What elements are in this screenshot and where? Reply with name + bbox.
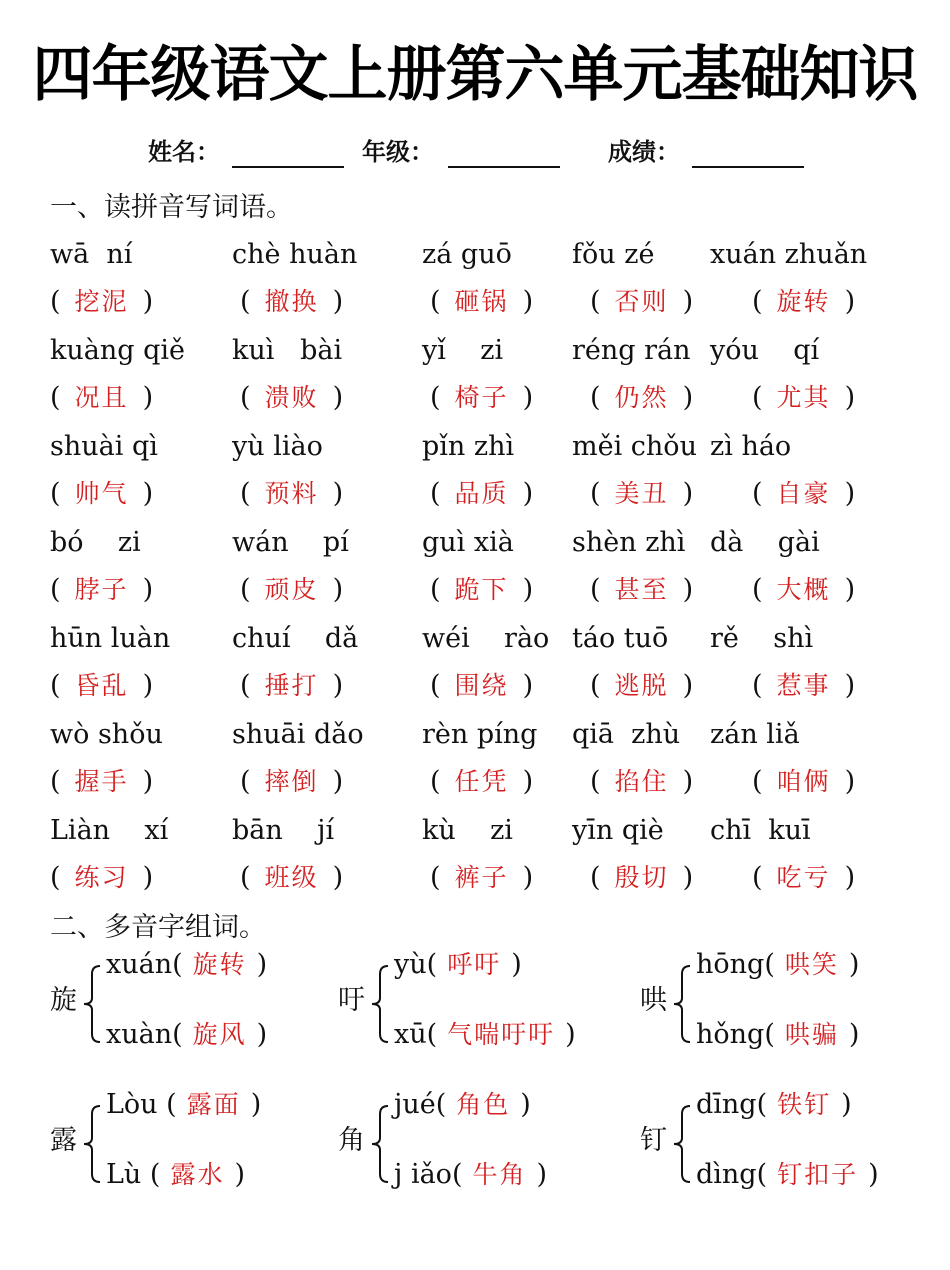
handwritten-answer: 大概 (776, 575, 831, 604)
open-paren: ( (50, 478, 61, 509)
handwritten-answer: 掐住 (614, 767, 669, 796)
handwritten-answer: 预料 (264, 479, 319, 508)
handwritten-answer: 任凭 (454, 767, 509, 796)
polyphone-char: 哄 (640, 985, 667, 1016)
polyphone-reading[interactable] (106, 1018, 267, 1052)
answer-blank[interactable] (590, 282, 693, 322)
pinyin-cell: yù liào (232, 431, 323, 462)
close-paren: ) (536, 1159, 548, 1190)
pinyin-cell: wéi rào (422, 623, 550, 654)
page-title: 四年级语文上册第六单元基础知识 (32, 40, 918, 110)
close-paren: ) (844, 862, 856, 893)
answer-blank[interactable] (430, 666, 533, 706)
answer-blank[interactable] (240, 378, 343, 418)
answer-blank[interactable] (752, 666, 855, 706)
open-paren: ( (50, 286, 61, 317)
polyphone-group (338, 1088, 618, 1198)
polyphone-reading[interactable] (696, 1018, 859, 1052)
close-paren: ) (682, 286, 694, 317)
open-paren: ( (752, 766, 763, 797)
open-paren: ( (240, 766, 251, 797)
close-paren: ) (848, 949, 860, 980)
close-paren: ) (565, 1019, 576, 1050)
pinyin-cell: shuāi dǎo (232, 719, 364, 750)
handwritten-answer: 尤其 (776, 383, 831, 412)
answer-blank[interactable] (240, 762, 343, 802)
reading-pinyin: j iǎo( (394, 1159, 463, 1190)
pinyin-cell: shuài qì (50, 431, 158, 462)
answer-blank[interactable] (50, 378, 153, 418)
answer-blank[interactable] (50, 666, 153, 706)
close-paren: ) (522, 670, 534, 701)
polyphone-reading[interactable] (106, 948, 267, 982)
answer-blank[interactable] (240, 474, 343, 514)
close-paren: ) (844, 766, 856, 797)
open-paren: ( (240, 478, 251, 509)
answer-blank[interactable] (752, 282, 855, 322)
pinyin-cell: yóu qí (710, 335, 820, 366)
answer-blank[interactable] (590, 762, 693, 802)
close-paren: ) (520, 1089, 531, 1120)
reading-pinyin: jué( (394, 1089, 447, 1120)
polyphone-char: 露 (50, 1125, 77, 1156)
handwritten-answer: 哄笑 (784, 950, 839, 979)
handwritten-answer: 惹事 (776, 671, 831, 700)
answer-blank[interactable] (752, 474, 855, 514)
handwritten-answer: 美丑 (614, 479, 669, 508)
pinyin-cell: shèn zhì (572, 527, 686, 558)
polyphone-reading[interactable] (696, 948, 859, 982)
close-paren: ) (142, 478, 154, 509)
open-paren: ( (50, 574, 61, 605)
pinyin-cell: dà gài (710, 527, 820, 558)
handwritten-answer: 撤换 (264, 287, 319, 316)
reading-pinyin: xū( (394, 1019, 438, 1050)
handwritten-answer: 露面 (186, 1090, 241, 1119)
handwritten-answer: 班级 (264, 863, 319, 892)
handwritten-answer: 气喘吁吁 (447, 1020, 556, 1049)
answer-blank[interactable] (50, 570, 153, 610)
pinyin-cell: hūn luàn (50, 623, 171, 654)
handwritten-answer: 仍然 (614, 383, 669, 412)
close-paren: ) (332, 478, 344, 509)
reading-pinyin: dìng( (696, 1159, 768, 1190)
pinyin-cell: xuán zhuǎn (710, 239, 868, 270)
brace-icon (366, 1092, 392, 1192)
handwritten-answer: 吃亏 (776, 863, 831, 892)
answer-blank[interactable] (590, 378, 693, 418)
polyphone-char: 旋 (50, 985, 77, 1016)
pinyin-cell: wán pí (232, 527, 349, 558)
reading-pinyin: hǒng( (696, 1019, 775, 1050)
answer-blank[interactable] (50, 282, 153, 322)
answer-blank[interactable] (50, 858, 153, 898)
handwritten-answer: 摔倒 (264, 767, 319, 796)
pinyin-cell: zán liǎ (710, 719, 800, 750)
handwritten-answer: 露水 (170, 1160, 225, 1189)
open-paren: ( (590, 574, 601, 605)
pinyin-cell: guì xià (422, 527, 514, 558)
close-paren: ) (682, 382, 694, 413)
reading-pinyin: hōng( (696, 949, 775, 980)
pinyin-cell: wò shǒu (50, 719, 163, 750)
reading-pinyin: xuàn( (106, 1019, 183, 1050)
polyphone-group (640, 948, 920, 1058)
handwritten-answer: 顽皮 (264, 575, 319, 604)
answer-blank[interactable] (240, 666, 343, 706)
close-paren: ) (142, 286, 154, 317)
pinyin-cell: kuì bài (232, 335, 343, 366)
close-paren: ) (256, 1019, 268, 1050)
pinyin-cell: chī kuī (710, 815, 811, 846)
open-paren: ( (752, 286, 763, 317)
close-paren: ) (142, 574, 154, 605)
polyphone-char: 钉 (640, 1125, 667, 1156)
open-paren: ( (590, 382, 601, 413)
handwritten-answer: 否则 (614, 287, 669, 316)
pinyin-cell: kuàng qiě (50, 335, 185, 366)
handwritten-answer: 溃败 (264, 383, 319, 412)
close-paren: ) (844, 670, 856, 701)
close-paren: ) (844, 286, 856, 317)
close-paren: ) (332, 862, 344, 893)
close-paren: ) (234, 1159, 245, 1190)
pinyin-cell: wā ní (50, 239, 133, 270)
handwritten-answer: 裤子 (454, 863, 509, 892)
pinyin-cell: chuí dǎ (232, 623, 359, 654)
pinyin-cell: chè huàn (232, 239, 358, 270)
answer-blank[interactable] (430, 570, 533, 610)
pinyin-cell: yǐ zi (422, 335, 504, 366)
polyphone-reading[interactable] (394, 1158, 547, 1192)
reading-pinyin: yù( (394, 949, 438, 980)
open-paren: ( (590, 286, 601, 317)
answer-blank[interactable] (752, 858, 855, 898)
open-paren: ( (590, 670, 601, 701)
open-paren: ( (752, 670, 763, 701)
polyphone-reading[interactable] (696, 1158, 879, 1192)
open-paren: ( (430, 670, 441, 701)
close-paren: ) (522, 862, 534, 893)
polyphone-char: 吁 (338, 985, 365, 1016)
reading-pinyin: xuán( (106, 949, 183, 980)
handwritten-answer: 咱俩 (776, 767, 831, 796)
pinyin-cell: fǒu zé (572, 239, 655, 270)
handwritten-answer: 自豪 (776, 479, 831, 508)
handwritten-answer: 围绕 (454, 671, 509, 700)
handwritten-answer: 练习 (74, 863, 129, 892)
handwritten-answer: 握手 (74, 767, 129, 796)
close-paren: ) (142, 670, 154, 701)
close-paren: ) (522, 574, 534, 605)
handwritten-answer: 哄骗 (784, 1020, 839, 1049)
close-paren: ) (682, 670, 694, 701)
polyphone-reading[interactable] (394, 1018, 576, 1052)
open-paren: ( (50, 862, 61, 893)
handwritten-answer: 帅气 (74, 479, 129, 508)
handwritten-answer: 昏乱 (74, 671, 129, 700)
pinyin-cell: kù zi (422, 815, 513, 846)
close-paren: ) (868, 1159, 879, 1190)
pinyin-cell: zá guō (422, 239, 512, 270)
open-paren: ( (50, 670, 61, 701)
pinyin-cell: yīn qiè (572, 815, 664, 846)
open-paren: ( (590, 862, 601, 893)
answer-blank[interactable] (240, 858, 343, 898)
answer-blank[interactable] (50, 474, 153, 514)
close-paren: ) (522, 478, 534, 509)
answer-blank[interactable] (430, 378, 533, 418)
handwritten-answer: 品质 (454, 479, 509, 508)
pinyin-cell: bó zi (50, 527, 141, 558)
pinyin-cell: rèn píng (422, 719, 538, 750)
polyphone-reading[interactable] (696, 1088, 852, 1122)
brace-icon (78, 952, 104, 1052)
open-paren: ( (430, 862, 441, 893)
handwritten-answer: 椅子 (454, 383, 509, 412)
handwritten-answer: 逃脱 (614, 671, 669, 700)
close-paren: ) (682, 766, 694, 797)
handwritten-answer: 砸锅 (454, 287, 509, 316)
answer-blank[interactable] (50, 762, 153, 802)
close-paren: ) (142, 382, 154, 413)
name-label: 姓名： (148, 137, 220, 166)
answer-blank[interactable] (430, 474, 533, 514)
handwritten-answer: 殷切 (614, 863, 669, 892)
handwritten-answer: 钉扣子 (777, 1160, 859, 1189)
open-paren: ( (240, 862, 251, 893)
handwritten-answer: 脖子 (74, 575, 129, 604)
handwritten-answer: 牛角 (472, 1160, 527, 1189)
pinyin-cell: pǐn zhì (422, 431, 515, 462)
close-paren: ) (841, 1089, 852, 1120)
open-paren: ( (240, 286, 251, 317)
handwritten-answer: 捶打 (264, 671, 319, 700)
polyphone-reading[interactable] (106, 1088, 261, 1122)
answer-blank[interactable] (752, 378, 855, 418)
answer-blank[interactable] (430, 762, 533, 802)
close-paren: ) (142, 862, 154, 893)
close-paren: ) (332, 670, 344, 701)
close-paren: ) (682, 574, 694, 605)
answer-blank[interactable] (590, 570, 693, 610)
handwritten-answer: 旋转 (776, 287, 831, 316)
polyphone-group (640, 1088, 920, 1198)
open-paren: ( (752, 574, 763, 605)
close-paren: ) (522, 286, 534, 317)
polyphone-reading[interactable] (394, 1088, 531, 1122)
close-paren: ) (844, 478, 856, 509)
handwritten-answer: 铁钉 (777, 1090, 832, 1119)
pinyin-cell: qiā zhù (572, 719, 681, 750)
open-paren: ( (752, 862, 763, 893)
answer-blank[interactable] (752, 762, 855, 802)
section2-heading: 二、多音字组词。 (50, 912, 266, 943)
section1-heading: 一、读拼音写词语。 (50, 192, 293, 223)
grade-label: 年级： (362, 137, 434, 166)
close-paren: ) (522, 382, 534, 413)
answer-blank[interactable] (752, 570, 855, 610)
handwritten-answer: 旋转 (192, 950, 247, 979)
close-paren: ) (682, 478, 694, 509)
close-paren: ) (511, 949, 522, 980)
reading-pinyin: Lù ( (106, 1159, 161, 1190)
open-paren: ( (752, 478, 763, 509)
answer-blank[interactable] (590, 858, 693, 898)
score-label: 成绩： (608, 137, 680, 166)
open-paren: ( (752, 382, 763, 413)
open-paren: ( (50, 382, 61, 413)
open-paren: ( (240, 670, 251, 701)
polyphone-char: 角 (338, 1125, 365, 1156)
open-paren: ( (240, 382, 251, 413)
handwritten-answer: 挖泥 (74, 287, 129, 316)
polyphone-group (338, 948, 618, 1058)
pinyin-cell: táo tuō (572, 623, 669, 654)
handwritten-answer: 甚至 (614, 575, 669, 604)
open-paren: ( (430, 478, 441, 509)
brace-icon (668, 1092, 694, 1192)
close-paren: ) (844, 382, 856, 413)
open-paren: ( (590, 478, 601, 509)
reading-pinyin: Lòu ( (106, 1089, 177, 1120)
open-paren: ( (430, 286, 441, 317)
close-paren: ) (844, 574, 856, 605)
polyphone-group (50, 1088, 330, 1198)
pinyin-cell: zì háo (710, 431, 792, 462)
pinyin-cell: Liàn xí (50, 815, 169, 846)
close-paren: ) (256, 949, 268, 980)
reading-pinyin: dīng( (696, 1089, 768, 1120)
handwritten-answer: 呼吁 (447, 950, 502, 979)
close-paren: ) (332, 382, 344, 413)
open-paren: ( (240, 574, 251, 605)
brace-icon (78, 1092, 104, 1192)
answer-blank[interactable] (430, 282, 533, 322)
close-paren: ) (682, 862, 694, 893)
answer-blank[interactable] (240, 282, 343, 322)
pinyin-cell: bān jí (232, 815, 335, 846)
answer-blank[interactable] (590, 666, 693, 706)
polyphone-group (50, 948, 330, 1058)
close-paren: ) (332, 286, 344, 317)
handwritten-answer: 跪下 (454, 575, 509, 604)
pinyin-cell: rě shì (710, 623, 814, 654)
close-paren: ) (250, 1089, 262, 1120)
close-paren: ) (848, 1019, 860, 1050)
answer-blank[interactable] (590, 474, 693, 514)
pinyin-cell: měi chǒu (572, 431, 697, 462)
handwritten-answer: 角色 (456, 1090, 511, 1119)
open-paren: ( (590, 766, 601, 797)
answer-blank[interactable] (430, 858, 533, 898)
open-paren: ( (50, 766, 61, 797)
brace-icon (366, 952, 392, 1052)
close-paren: ) (142, 766, 154, 797)
open-paren: ( (430, 766, 441, 797)
answer-blank[interactable] (240, 570, 343, 610)
handwritten-answer: 况且 (74, 383, 129, 412)
pinyin-cell: réng rán (572, 335, 691, 366)
close-paren: ) (522, 766, 534, 797)
open-paren: ( (430, 382, 441, 413)
open-paren: ( (430, 574, 441, 605)
close-paren: ) (332, 574, 344, 605)
brace-icon (668, 952, 694, 1052)
close-paren: ) (332, 766, 344, 797)
handwritten-answer: 旋风 (192, 1020, 247, 1049)
polyphone-reading[interactable] (394, 948, 522, 982)
polyphone-reading[interactable] (106, 1158, 245, 1192)
